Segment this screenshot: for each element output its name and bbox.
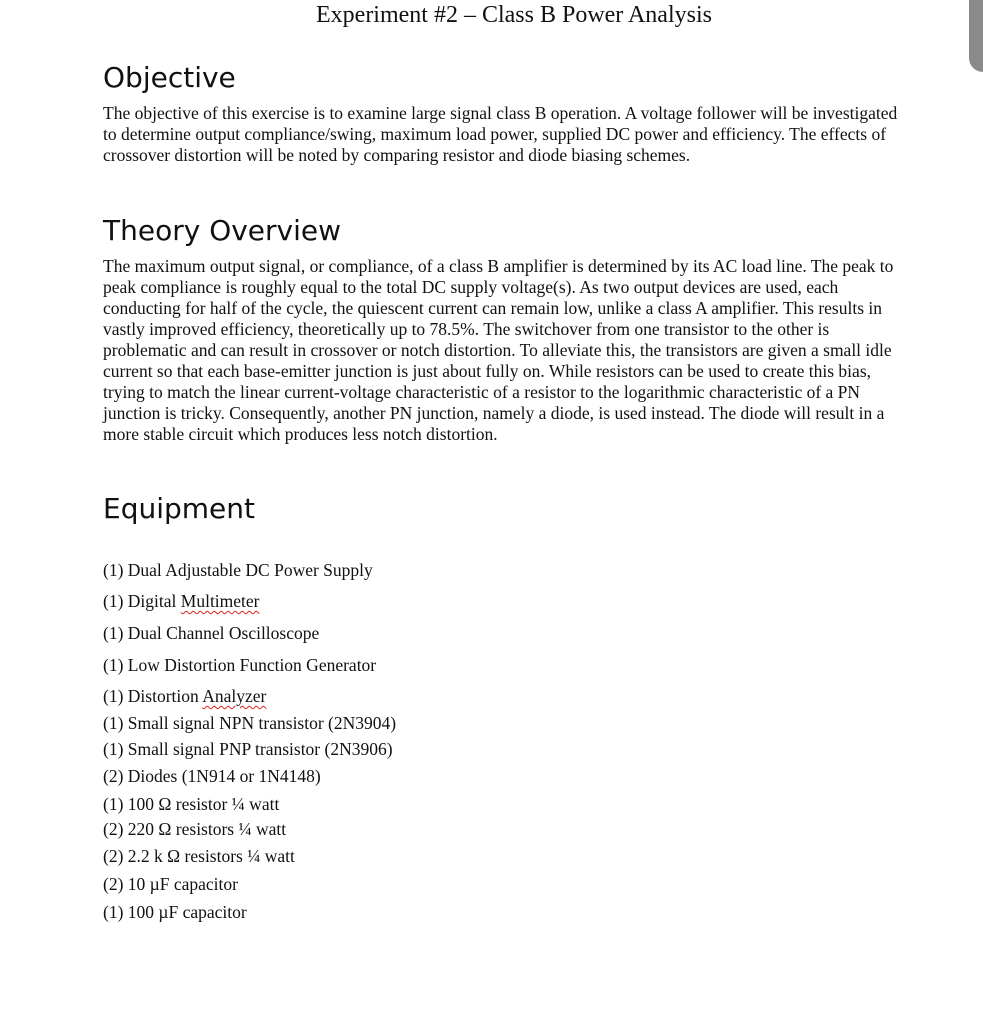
objective-paragraph: The objective of this exercise is to examine large signal class B operation. A voltage follower will be investigated to determine output compliance/swing, maximum load power, supplied DC power and efficiency. The effects of crossover distortion will be noted by comparing resistor and diode biasing schemes. [103,103,898,165]
equipment-item: (1) Dual Channel Oscilloscope [103,623,320,643]
equipment-item: (2) 220 Ω resistors ¼ watt [103,819,287,839]
theory-overview-heading: Theory Overview [103,214,342,247]
equipment-item: (1) Dual Adjustable DC Power Supply [103,560,373,580]
equipment-item: (1) Small signal NPN transistor (2N3904) [103,713,397,733]
equipment-item: (1) Distortion Analyzer [103,686,267,706]
equipment-item: (1) Small signal PNP transistor (2N3906) [103,739,393,759]
equipment-item: (1) 100 Ω resistor ¼ watt [103,794,280,814]
equipment-item: (1) 100 µF capacitor [103,902,247,922]
equipment-item: (2) Diodes (1N914 or 1N4148) [103,766,321,786]
equipment-item: (2) 10 µF capacitor [103,874,238,894]
theory-overview-paragraph: The maximum output signal, or compliance, of a class B amplifier is determined by its AC load line. The peak to peak compliance is roughly equal to the total DC supply voltage(s). As two output devices are used, each conducting for half of the cycle, the quiescent current can remain low, unlike a class A amplifier. This results in vastly improved efficiency, theoretically up to 78.5%. The switchover from one transistor to the other is problematic and can result in crossover or notch distortion. To alleviate this, the transistors are given a small idle current so that each base-emitter junction is just about fully on. While resistors can be used to create this bias, trying to match the linear current-voltage characteristic of a resistor to the logarithmic characteristic of a PN junction is tricky. Consequently, another PN junction, namely a diode, is used instead. The diode will result in a more stable circuit which produces less notch distortion. [103,256,894,444]
page-title: Experiment #2 – Class B Power Analysis [316,2,712,28]
scrollbar-thumb[interactable] [969,0,983,72]
spellcheck-flagged-word[interactable]: Multimeter [180,591,260,611]
equipment-item: (2) 2.2 k Ω resistors ¼ watt [103,846,295,866]
objective-heading: Objective [103,61,236,94]
spellcheck-flagged-word[interactable]: Analyzer [202,686,267,706]
equipment-item: (1) Low Distortion Function Generator [103,655,377,675]
equipment-heading: Equipment [103,492,255,525]
equipment-item: (1) Digital Multimeter [103,591,260,611]
